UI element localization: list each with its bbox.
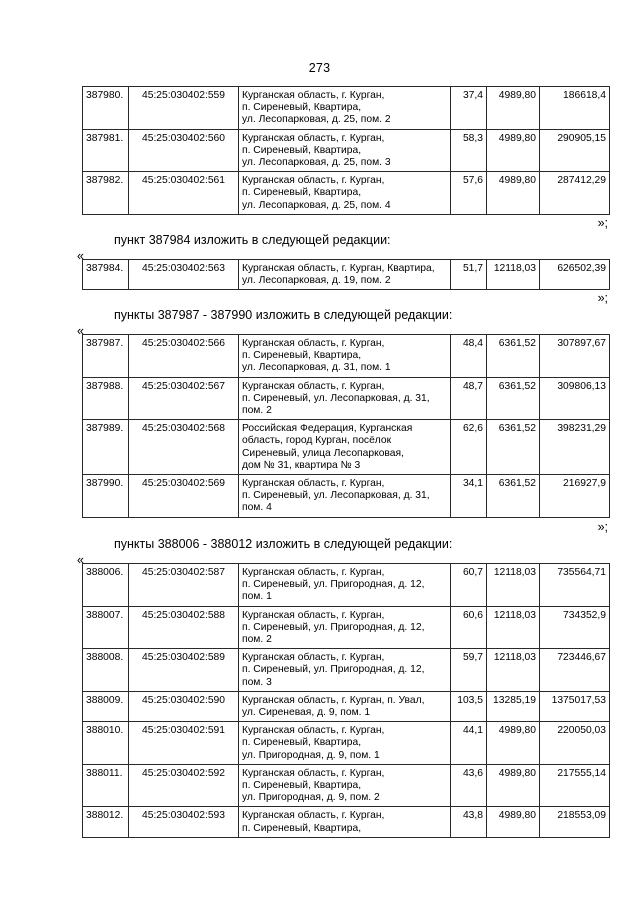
cadastral-number: 45:25:030402:593 [129,807,239,837]
close-quote-1: »; [597,216,608,230]
total-value: 220050,03 [540,722,610,765]
total-value: 186618,4 [540,87,610,130]
instruction-2: пункты 387987 - 387990 изложить в следующей редакции: [114,308,453,322]
row-id: 387984. [83,260,129,290]
price: 4989,80 [487,764,540,807]
table-row [83,807,610,837]
total-value: 626502,39 [540,260,610,290]
total-value: 309806,13 [540,377,610,420]
total-value: 398231,29 [540,420,610,475]
row-id: 388008. [83,649,129,692]
table-row [83,722,610,765]
address: Курганская область, г. Курган, п. Сиреневый, Квартира, ул. Лесопарковая, д. 25, пом. 4 [239,172,451,215]
cadastral-number: 45:25:030402:587 [129,564,239,607]
row-id: 388006. [83,564,129,607]
area: 48,7 [451,377,487,420]
area: 51,7 [451,260,487,290]
cadastral-number: 45:25:030402:590 [129,691,239,721]
area: 43,8 [451,807,487,837]
table-row [83,764,610,807]
table-row [83,172,610,215]
row-id: 388010. [83,722,129,765]
row-id: 388011. [83,764,129,807]
total-value: 307897,67 [540,335,610,378]
price: 12118,03 [487,649,540,692]
row-id: 387989. [83,420,129,475]
total-value: 723446,67 [540,649,610,692]
cadastral-number: 45:25:030402:589 [129,649,239,692]
address: Курганская область, г. Курган, п. Сиреневый, Квартира, ул. Пригородная, д. 9, пом. 2 [239,764,451,807]
cadastral-number: 45:25:030402:563 [129,260,239,290]
cadastral-number: 45:25:030402:588 [129,606,239,649]
address: Курганская область, г. Курган, п. Сиреневый, ул. Пригородная, д. 12, пом. 3 [239,649,451,692]
price: 12118,03 [487,564,540,607]
property-table-4 [82,563,610,838]
table-row [83,335,610,378]
total-value: 216927,9 [540,475,610,518]
area: 43,6 [451,764,487,807]
open-quote-3: « [77,553,84,567]
cadastral-number: 45:25:030402:566 [129,335,239,378]
price: 6361,52 [487,475,540,518]
close-quote-3: »; [597,520,608,534]
table-row [83,420,610,475]
close-quote-2: »; [597,291,608,305]
row-id: 387987. [83,335,129,378]
open-quote-2: « [77,324,84,338]
row-id: 387990. [83,475,129,518]
table-row [83,129,610,172]
area: 60,7 [451,564,487,607]
row-id: 387988. [83,377,129,420]
address: Курганская область, г. Курган, п. Сиреневый, Квартира, [239,807,451,837]
table-row [83,649,610,692]
table-row [83,87,610,130]
price: 13285,19 [487,691,540,721]
area: 58,3 [451,129,487,172]
page-number: 273 [308,61,331,75]
address: Курганская область, г. Курган, п. Сиреневый, ул. Лесопарковая, д. 31, пом. 4 [239,475,451,518]
price: 12118,03 [487,260,540,290]
price: 12118,03 [487,606,540,649]
row-id: 387980. [83,87,129,130]
table-row [83,260,610,290]
table-row [83,377,610,420]
price: 4989,80 [487,129,540,172]
address: Курганская область, г. Курган, п. Сиреневый, Квартира, ул. Лесопарковая, д. 31, пом. 1 [239,335,451,378]
cadastral-number: 45:25:030402:560 [129,129,239,172]
row-id: 388012. [83,807,129,837]
total-value: 1375017,53 [540,691,610,721]
cadastral-number: 45:25:030402:592 [129,764,239,807]
area: 37,4 [451,87,487,130]
price: 4989,80 [487,172,540,215]
total-value: 287412,29 [540,172,610,215]
table-row [83,475,610,518]
instruction-1: пункт 387984 изложить в следующей редакции: [114,233,391,247]
total-value: 218553,09 [540,807,610,837]
table-row [83,606,610,649]
address: Курганская область, г. Курган, Квартира, ул. Лесопарковая, д. 19, пом. 2 [239,260,451,290]
total-value: 735564,71 [540,564,610,607]
area: 59,7 [451,649,487,692]
address: Курганская область, г. Курган, п. Сиреневый, ул. Пригородная, д. 12, пом. 2 [239,606,451,649]
row-id: 388009. [83,691,129,721]
cadastral-number: 45:25:030402:568 [129,420,239,475]
price: 4989,80 [487,722,540,765]
cadastral-number: 45:25:030402:561 [129,172,239,215]
address: Курганская область, г. Курган, п. Сиреневый, Квартира, ул. Лесопарковая, д. 25, пом. 3 [239,129,451,172]
row-id: 388007. [83,606,129,649]
area: 44,1 [451,722,487,765]
table-row [83,564,610,607]
address: Курганская область, г. Курган, п. Сиреневый, Квартира, ул. Лесопарковая, д. 25, пом. 2 [239,87,451,130]
price: 4989,80 [487,807,540,837]
address: Курганская область, г. Курган, п. Сиреневый, Квартира, ул. Пригородная, д. 9, пом. 1 [239,722,451,765]
total-value: 217555,14 [540,764,610,807]
area: 60,6 [451,606,487,649]
area: 34,1 [451,475,487,518]
area: 57,6 [451,172,487,215]
open-quote-1: « [77,249,84,263]
row-id: 387981. [83,129,129,172]
address: Курганская область, г. Курган, п. Сиреневый, ул. Лесопарковая, д. 31, пом. 2 [239,377,451,420]
price: 6361,52 [487,377,540,420]
table-row [83,691,610,721]
cadastral-number: 45:25:030402:559 [129,87,239,130]
property-table-2 [82,259,610,290]
area: 103,5 [451,691,487,721]
address: Курганская область, г. Курган, п. Увал, ул. Сиреневая, д. 9, пом. 1 [239,691,451,721]
property-table-3 [82,334,610,518]
instruction-3: пункты 388006 - 388012 изложить в следующей редакции: [114,537,453,551]
cadastral-number: 45:25:030402:569 [129,475,239,518]
area: 62,6 [451,420,487,475]
property-table-1 [82,86,610,215]
area: 48,4 [451,335,487,378]
address: Курганская область, г. Курган, п. Сиреневый, ул. Пригородная, д. 12, пом. 1 [239,564,451,607]
address: Российская Федерация, Курганская область, город Курган, посёлок Сиреневый, улица Лесопарковая, дом № 31, квартира № 3 [239,420,451,475]
price: 6361,52 [487,420,540,475]
price: 6361,52 [487,335,540,378]
total-value: 290905,15 [540,129,610,172]
total-value: 734352,9 [540,606,610,649]
row-id: 387982. [83,172,129,215]
cadastral-number: 45:25:030402:567 [129,377,239,420]
price: 4989,80 [487,87,540,130]
cadastral-number: 45:25:030402:591 [129,722,239,765]
